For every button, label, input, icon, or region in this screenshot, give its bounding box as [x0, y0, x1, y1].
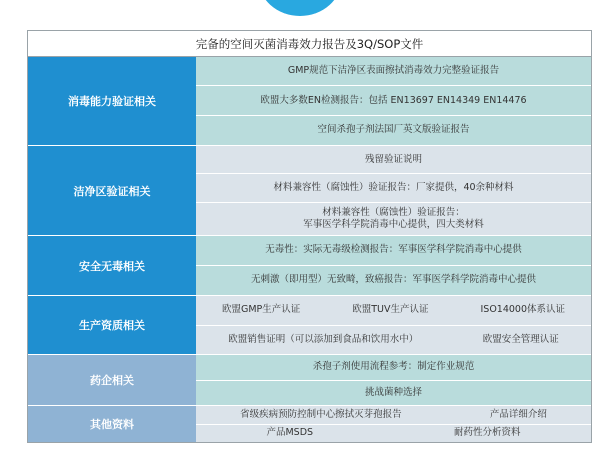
category-label: 洁净区验证相关 [28, 146, 196, 235]
section-cleanroom [28, 146, 591, 236]
category-label: 药企相关 [28, 355, 196, 405]
row-text: 材料兼容性（腐蚀性）验证报告： [322, 206, 465, 218]
table-row [196, 86, 591, 115]
table-row [196, 146, 591, 174]
table-row [196, 116, 591, 145]
section-disinfection [28, 57, 591, 146]
row-text: 省级疾病预防控制中心擦拭灭芽孢报告 [240, 408, 402, 420]
table-row [196, 236, 591, 266]
row-text: 军事医学科学院消毒中心提供，四大类材料 [303, 218, 484, 230]
row-text: 耐药性分析资料 [454, 427, 521, 439]
table-row [196, 406, 591, 425]
row-text: 残留验证说明 [364, 153, 422, 165]
table-row [196, 266, 591, 295]
table-title: 完备的空间灭菌消毒效力报告及3Q/SOP文件 [28, 31, 591, 57]
table-row [196, 381, 591, 406]
row-text: 欧盟大多数EN检测报告：包括 EN13697 EN14349 EN14476 [260, 94, 527, 106]
table-row [196, 57, 591, 86]
decorative-top-circle [258, 0, 342, 16]
category-label: 生产资质相关 [28, 296, 196, 354]
table-row [196, 425, 591, 443]
row-text: 材料兼容性（腐蚀性）验证报告：厂家提供，40余种材料 [273, 182, 514, 194]
row-text: 无毒性：实际无毒级检测报告：军事医学科学院消毒中心提供 [265, 244, 522, 256]
section-production [28, 296, 591, 355]
table-row [196, 174, 591, 202]
row-text: 挑战菌种选择 [364, 386, 422, 398]
category-label: 消毒能力验证相关 [28, 57, 196, 145]
row-text: 欧盟安全管理认证 [482, 333, 559, 345]
table-row [196, 355, 591, 381]
row-text: 产品MSDS [266, 427, 314, 439]
section-safety [28, 236, 591, 296]
row-text: 欧盟销售证明（可以添加到食品和饮用水中） [228, 333, 419, 345]
row-text: 空间杀孢子剂法国厂英文版验证报告 [317, 124, 470, 136]
category-label: 安全无毒相关 [28, 236, 196, 295]
row-text: 杀孢子剂使用流程参考：制定作业规范 [312, 361, 475, 373]
row-text: 产品详细介绍 [489, 408, 547, 420]
row-text: 无刺激（即用型）无致畸，致癌报告：军事医学科学院消毒中心提供 [250, 274, 536, 286]
category-label: 其他资料 [28, 406, 196, 442]
row-text: 欧盟GMP生产认证 [221, 304, 301, 316]
row-text: 欧盟TUV生产认证 [352, 304, 429, 316]
row-text: ISO14000体系认证 [480, 304, 566, 316]
row-text: GMP规范下洁净区表面擦拭消毒效力完整验证报告 [287, 65, 500, 77]
section-other [28, 406, 591, 442]
table-row [196, 326, 591, 355]
table-row [196, 296, 591, 326]
document-table [27, 30, 592, 443]
table-row [196, 203, 591, 235]
section-pharma [28, 355, 591, 406]
